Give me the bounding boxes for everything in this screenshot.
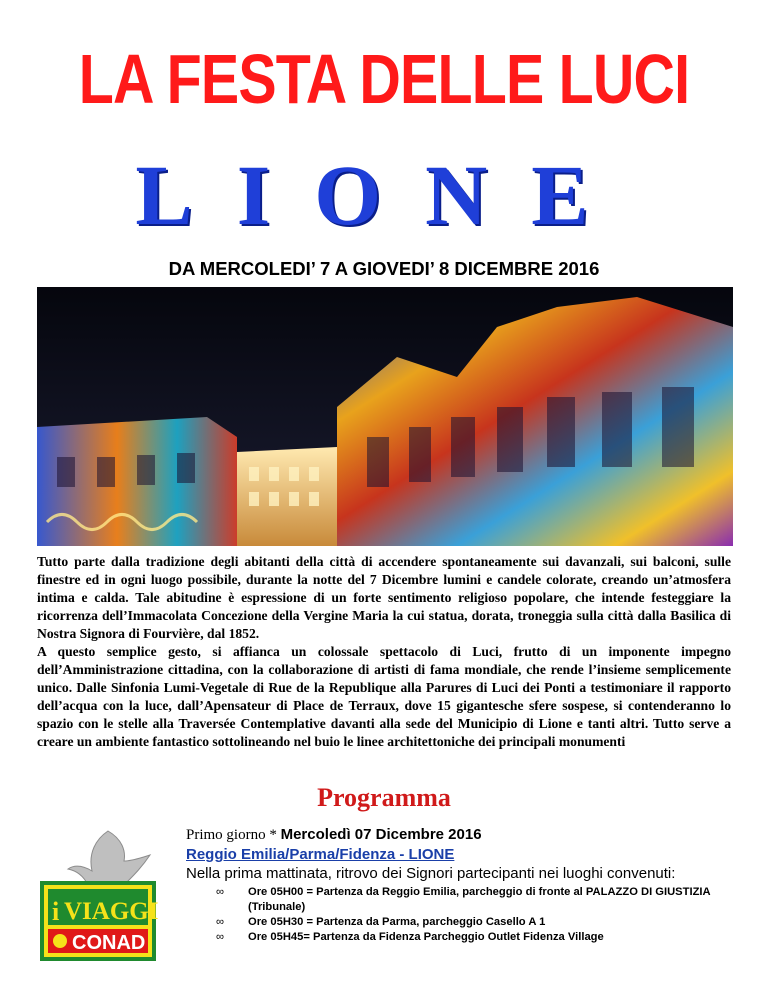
viaggi-conad-logo xyxy=(30,825,178,963)
day-one-label xyxy=(186,827,482,843)
logo-line-2: VIAGGI xyxy=(64,898,159,925)
stop-text: Ore 05H30 = Partenza da Parma, parcheggio Casello A 1 xyxy=(248,916,546,928)
list-item xyxy=(216,885,736,915)
departure-list xyxy=(216,885,736,945)
day-one-header xyxy=(186,825,746,883)
day-one-meeting: Nella prima mattinata, ritrovo dei Signori partecipanti nei luoghi convenuti: xyxy=(186,865,676,882)
event-dates: DA MERCOLEDI’ 7 A GIOVEDI’ 8 DICEMBRE 2016 xyxy=(168,258,600,279)
day-one-date: Mercoledì 07 Dicembre 2016 xyxy=(280,826,482,843)
intro-paragraph-2: A questo semplice gesto, si affianca un colossale spettacolo di Luci, frutto di un imponente impegno dell’Amministrazione cittadina, con la collaborazione di artisti di fama mondiale, che rende l’insieme semplicemente unico. Dalle Sinfonia Lumi-Vegetale di Rue de la Republique alla Parures di Luci dei Ponti a testimoniare il rapporto dell’acqua con la luce, dall’Apensateur di Place de Terraux, dove 15 gigantesche sfere sospese, si contenderanno lo spazio con le stelle alla Traversée Contemplative davanti alla sede del Municipio di Lione e tanti altri. Tutto serve a creare un ambiente fantastico sottolineando nel buio le linee architettoniche dei principali monumenti xyxy=(37,644,731,749)
bullet-icon: ∞ xyxy=(216,886,224,898)
programma-title: Programma xyxy=(317,783,451,812)
list-item xyxy=(216,930,736,945)
intro-paragraph-1: Tutto parte dalla tradizione degli abitanti della città di accendere spontaneamente sui davanzali, sui balconi, sulle finestre ed in ogni luogo possibile, durante la notte del 7 Dicembre lumini e candele colorate, creando un’atmosfera intima e calda. Tale abitudine è espressione di un forte sentimento religioso popolare, che intende festeggiare la ricorrenza dell’Immacolata Concezione della Vergine Maria la cui statua, dorata, troneggia sulla città dalla Basilica di Nostra Signora di Fourvière, dal 1852. xyxy=(37,554,731,641)
logo-line-3: CONAD xyxy=(72,932,146,954)
logo-line-1: i xyxy=(52,897,60,926)
intro-text xyxy=(37,553,731,751)
dove-icon xyxy=(68,831,150,885)
list-item xyxy=(216,915,736,930)
city-title: LIONE xyxy=(135,147,633,243)
day-one-prefix: Primo giorno * xyxy=(186,827,281,843)
event-title: LA FESTA DELLE LUCI xyxy=(78,40,690,118)
stop-text: Ore 05H00 = Partenza da Reggio Emilia, parcheggio di fronte al PALAZZO DI GIUSTIZIA (Tribunale) xyxy=(248,886,711,913)
day-one-route: Reggio Emilia/Parma/Fidenza - LIONE xyxy=(186,846,455,863)
festival-lights-photo xyxy=(37,287,733,546)
bullet-icon: ∞ xyxy=(216,916,224,928)
stop-text: Ore 05H45= Partenza da Fidenza Parcheggio Outlet Fidenza Village xyxy=(248,931,604,943)
bullet-icon: ∞ xyxy=(216,931,224,943)
